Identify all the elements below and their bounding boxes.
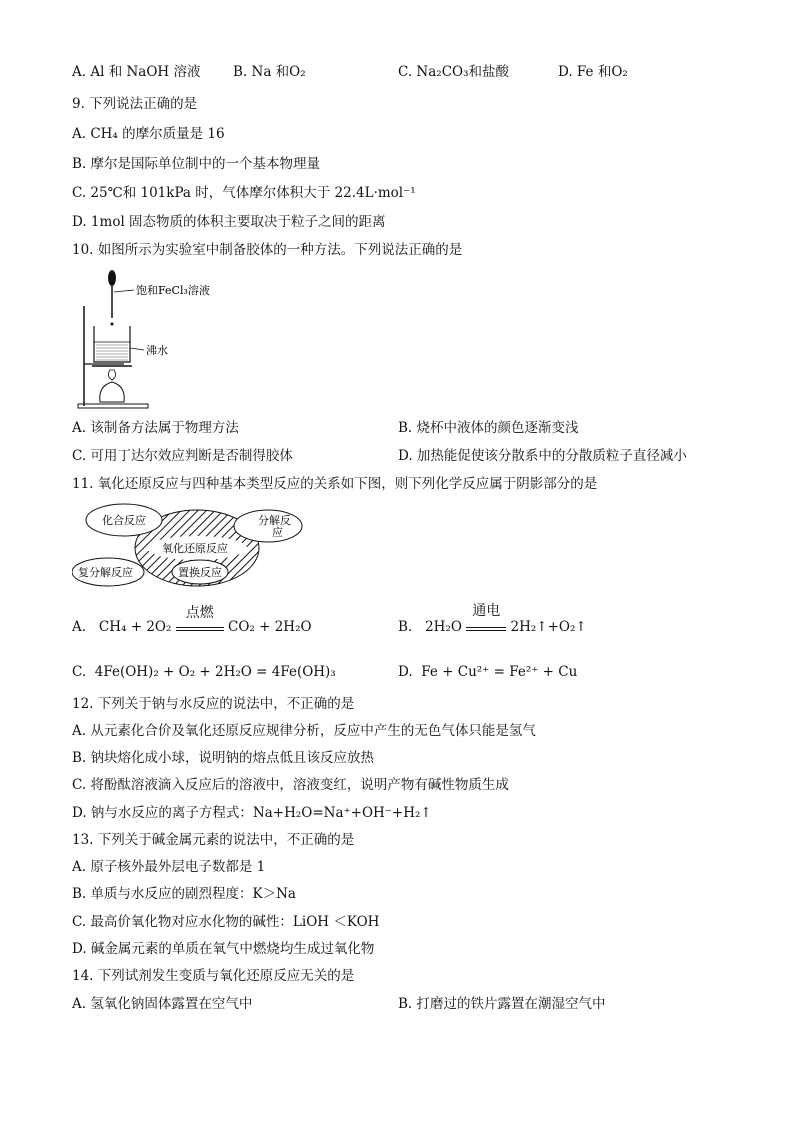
alcohol-lamp bbox=[100, 382, 125, 402]
q10-option-d: D. 加热能促使该分散系中的分散质粒子直径减小 bbox=[398, 448, 687, 464]
q11-option-c: C. 4Fe(OH)₂ + O₂ + 2H₂O = 4Fe(OH)₃ bbox=[72, 664, 336, 680]
q14-stem: 14. 下列试剂发生变质与氧化还原反应无关的是 bbox=[72, 968, 355, 984]
q14-option-a: A. 氢氧化钠固体露置在空气中 bbox=[72, 996, 253, 1012]
q12-stem: 12. 下列关于钠与水反应的说法中，不正确的是 bbox=[72, 696, 355, 712]
double-displacement-label: 复分解反应 bbox=[78, 566, 133, 579]
q12-option-c: C. 将酚酞溶液滴入反应后的溶液中，溶液变红，说明产物有碱性物质生成 bbox=[72, 777, 509, 793]
q13-stem: 13. 下列关于碱金属元素的说法中，不正确的是 bbox=[72, 832, 355, 848]
dropper-bulb-icon bbox=[108, 270, 116, 286]
q9-option-d: D. 1mol 固态物质的体积主要取决于粒子之间的距离 bbox=[72, 214, 386, 230]
q13-option-b: B. 单质与水反应的剧烈程度：K＞Na bbox=[72, 886, 296, 902]
q13-option-d: D. 碱金属元素的单质在氧气中燃烧均生成过氧化物 bbox=[72, 941, 375, 957]
q12-option-b: B. 钠块熔化成小球，说明钠的熔点低且该反应放热 bbox=[72, 750, 375, 766]
redox-label: 氧化还原反应 bbox=[162, 542, 228, 555]
q10-option-c: C. 可用丁达尔效应判断是否制得胶体 bbox=[72, 448, 293, 464]
q9-stem: 9. 下列说法正确的是 bbox=[72, 96, 198, 112]
q10-option-b: B. 烧杯中液体的颜色逐渐变浅 bbox=[398, 420, 579, 436]
q8-option-a: A. Al 和 NaOH 溶液 bbox=[72, 64, 201, 80]
q11-option-b: B. 2H₂O 通电 2H₂↑+O₂↑ bbox=[398, 603, 587, 635]
decomposition-label: 分解反 bbox=[258, 514, 291, 527]
q8-option-c: C. Na₂CO₃和盐酸 bbox=[398, 64, 510, 80]
q11-option-d: D. Fe + Cu²⁺ = Fe²⁺ + Cu bbox=[398, 664, 578, 680]
q10-stem: 10. 如图所示为实验室中制备胶体的一种方法。下列说法正确的是 bbox=[72, 242, 463, 258]
q9-option-a: A. CH₄ 的摩尔质量是 16 bbox=[72, 126, 225, 142]
q9-option-c: C. 25℃和 101kPa 时，气体摩尔体积大于 22.4L·mol⁻¹ bbox=[72, 185, 416, 201]
beaker bbox=[94, 326, 130, 362]
colloid-apparatus-figure bbox=[72, 266, 252, 416]
q13-option-a: A. 原子核外最外层电子数都是 1 bbox=[72, 859, 266, 875]
q14-option-b: B. 打磨过的铁片露置在潮湿空气中 bbox=[398, 996, 606, 1012]
q10-option-a: A. 该制备方法属于物理方法 bbox=[72, 420, 239, 436]
q8-option-b: B. Na 和O₂ bbox=[233, 64, 306, 80]
q13-option-c: C. 最高价氧化物对应水化物的碱性：LiOH ＜KOH bbox=[72, 914, 380, 930]
water-label: 沸水 bbox=[146, 344, 168, 357]
q11-stem: 11. 氧化还原反应与四种基本类型反应的关系如下图，则下列化学反应属于阴影部分的是 bbox=[72, 476, 598, 492]
dropper-label: 饱和FeCl₃溶液 bbox=[136, 284, 210, 297]
q9-option-b: B. 摩尔是国际单位制中的一个基本物理量 bbox=[72, 156, 321, 172]
flame-icon bbox=[108, 370, 115, 380]
combination-label: 化合反应 bbox=[102, 514, 146, 527]
q12-option-d: D. 钠与水反应的离子方程式：Na+H₂O=Na⁺+OH⁻+H₂↑ bbox=[72, 805, 432, 821]
decomposition-label-2: 应 bbox=[272, 526, 283, 539]
reaction-venn-diagram bbox=[72, 500, 312, 590]
stand-base bbox=[78, 404, 148, 408]
q12-option-a: A. 从元素化合价及氧化还原反应规律分析，反应中产生的无色气体只能是氢气 bbox=[72, 723, 536, 739]
displacement-label: 置换反应 bbox=[178, 566, 222, 579]
q11-option-a: A. CH₄ + 2O₂ 点燃 CO₂ + 2H₂O bbox=[72, 605, 312, 635]
q8-option-d: D. Fe 和O₂ bbox=[558, 64, 628, 80]
